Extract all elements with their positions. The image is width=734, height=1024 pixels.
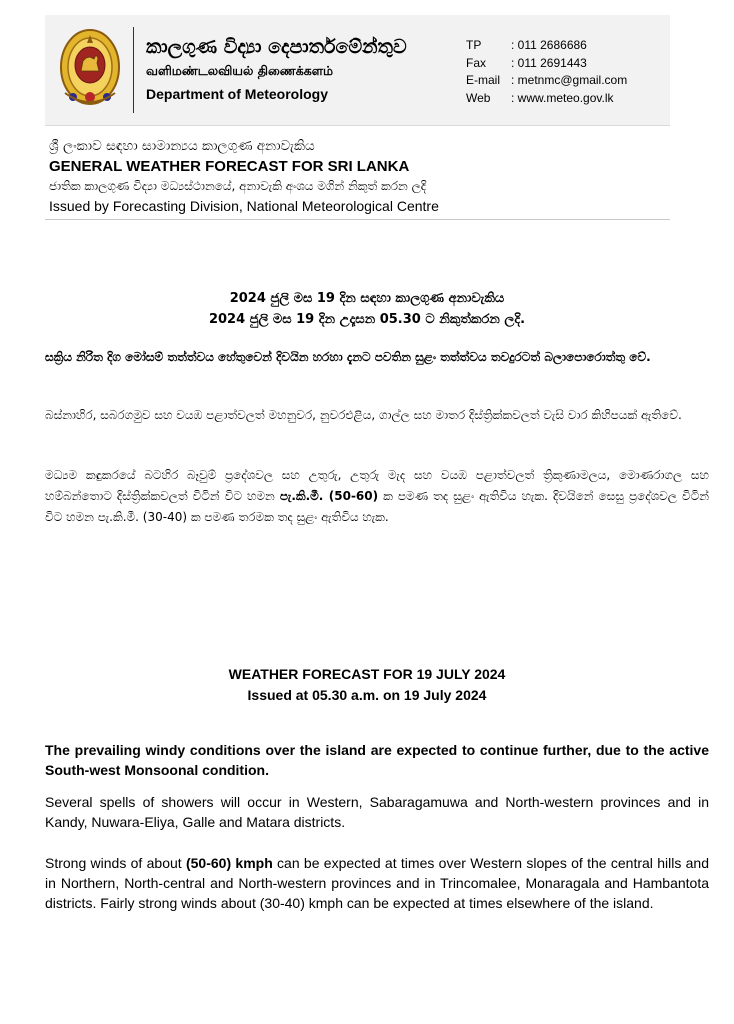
letterhead (45, 15, 670, 126)
contact-row-web (466, 90, 627, 108)
department-name-tamil: வளிமண்டலவியல் திணைக்களம் (146, 63, 334, 78)
issuer-sinhala: ජාතික කාලගුණ විද්‍යා මධ්‍යස්ථානයේ, අනාවැකි අංශය මගින් නිකුත් කරන ලදි (49, 179, 427, 193)
contact-row-fax (466, 55, 627, 73)
english-forecast-heading (0, 664, 734, 706)
sinhala-paragraph-3-text: මධ්‍යම කඳුකරයේ බටහිර බෑවුම් ප්‍රදේශවල සහ උතුරු, උතුරු මැද සහ වයඹ පළාත්වලත් ත්‍රිකුණාමලය, මොණරාගල සහ හම්බන්තොට දිස්ත්‍රික්කවලත් විටින් විට හමන (45, 468, 709, 503)
english-heading-issued: Issued at 05.30 a.m. on 19 July 2024 (247, 687, 487, 703)
sinhala-paragraph-2: බස්නාහිර, සබරගමුව සහ වයඹ පළාත්වලත් මහනුවර, නුවරඑළිය, ගාල්ල සහ මාතර දිස්ත්‍රික්කවලත් වැසි වාර කිහිපයක් ඇතිවේ. (45, 408, 682, 422)
contact-label: TP (466, 38, 482, 52)
sinhala-paragraph-1: සක්‍රිය නිරිත දිග මෝසම් තත්ත්වය හේතුවෙන් දිවයින හරහා දැනට පවතින සුළං තත්ත්වය තවදුරටත් බලාපොරොත්තු වේ. (45, 350, 651, 364)
department-name-english: Department of Meteorology (146, 86, 329, 102)
forecast-subheading (49, 137, 669, 216)
title-english: GENERAL WEATHER FORECAST FOR SRI LANKA (49, 158, 410, 175)
contact-label: E-mail (466, 73, 501, 87)
sinhala-heading-date: 2024 ජුලි මස 19 දින සඳහා කාලගුණ අනාවැකිය (229, 291, 505, 306)
title-sinhala: ශ්‍රී ලංකාව සඳහා සාමාන්‍යය කාලගුණ අනාවැකිය (49, 138, 315, 154)
english-paragraph-3-text-end: can be expected at times over Western slopes of the central hills and in Northern, North-central and North-western provinces and in Trincomalee, Monaragala and Hambantota districts. Fairly strong winds about (30-40) kmph can be expected at times elsewhere of the island. (45, 855, 709, 911)
english-paragraph-3-text: Strong winds of about (45, 855, 186, 871)
sinhala-heading-issued: 2024 ජුලි මස 19 දින උදෑසන 05.30 ට නිකුත්කරන ලදි. (208, 312, 526, 327)
sinhala-wind-speed: පැ.කි.මී. (50-60) (279, 489, 379, 503)
contact-row-phone (466, 37, 627, 55)
contact-block (466, 37, 627, 107)
section-divider (45, 219, 670, 220)
department-name-sinhala: කාලගුණ විද්‍යා දෙපාර්තමේන්තුව (146, 36, 407, 58)
contact-value: : 011 2686686 (511, 38, 587, 52)
department-names (146, 35, 407, 104)
sinhala-forecast-heading (0, 288, 734, 330)
national-emblem-icon (57, 27, 123, 113)
contact-row-email (466, 72, 627, 90)
english-paragraph-1: The prevailing windy conditions over the island are expected to continue further, due to the active South-west Monsoonal condition. (45, 742, 709, 778)
sinhala-paragraph-3 (45, 465, 709, 528)
english-heading-date: WEATHER FORECAST FOR 19 JULY 2024 (228, 666, 506, 682)
english-wind-speed: (50-60) kmph (185, 855, 273, 871)
issuer-english: Issued by Forecasting Division, National Meteorological Centre (49, 198, 439, 214)
contact-value: : 011 2691443 (511, 55, 587, 70)
contact-label: Fax (466, 55, 487, 70)
english-paragraph-2: Several spells of showers will occur in Western, Sabaragamuwa and North-western provinces and in Kandy, Nuwara-Eliya, Galle and Matara districts. (45, 794, 709, 830)
contact-value: : metnmc@gmail.com (511, 73, 628, 87)
header-divider (133, 27, 134, 113)
sinhala-paragraph-3-text-end: ක පමණ තද සුළං ඇතිවිය හැක. දිවයිනේ සෙසු ප්‍රදේශවල විටින් විට හමන පැ.කි.මී. (30-40) ක පමණ තරමක තද සුළං ඇතිවිය හැක. (45, 489, 709, 524)
contact-label: Web (466, 90, 491, 105)
contact-value: : www.meteo.gov.lk (511, 90, 614, 105)
english-paragraph-3 (45, 853, 709, 913)
